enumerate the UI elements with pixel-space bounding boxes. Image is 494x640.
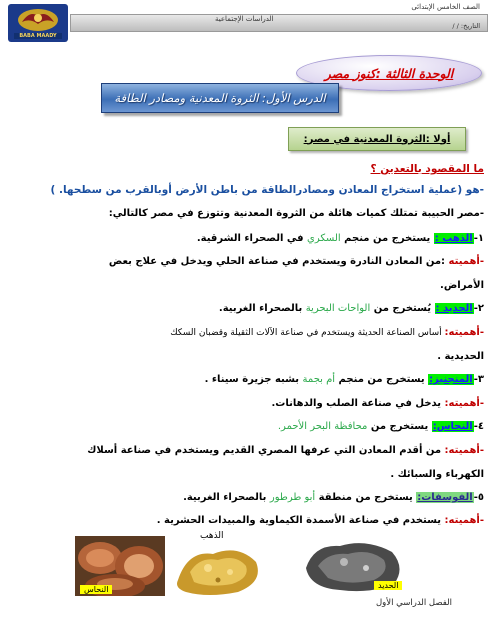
importance-iron [170,327,484,338]
lesson-title-banner [101,83,339,113]
school-logo [8,4,68,42]
importance-label: -أهميته [448,256,484,267]
item-copper [278,421,484,432]
importance-text: أساس الصناعة الحديثة ويستخدم في صناعة الآلات الثقيلة وقضبان السكك [170,328,445,338]
item-gold [197,233,484,244]
gold-caption: الذهب [200,531,224,541]
item-place: الواحات البحرية [305,303,371,314]
logo-text: BABA MAADY [19,33,57,39]
item-text: يستخرج من منطقة [315,492,417,503]
intro-text: -مصر الحبيبة تمتلك كميات هائلة من الثروة المعدنية وتتوزع في مصر كالتالي: [108,208,484,219]
importance-copper-cont: الكهرباء والسبائك . [390,469,484,480]
importance-gold [109,256,484,267]
question-text: ما المقصود بالتعدين ؟ [370,163,484,175]
importance-manganese [271,398,484,409]
section-title: أولا :الثروة المعدنية في مصر: [303,133,451,145]
importance-text: :من المعادن النادرة ويستخدم في صناعة الحلي ويدخل في علاج بعض [108,256,449,267]
date-label: التاريخ: ‏/ ‏/ [452,22,480,30]
item-text: بالصحراء الغربية. [218,303,306,314]
item-iron [219,303,484,314]
importance-label: -أهميته: [444,515,484,526]
item-number: ١- [473,233,484,244]
grade-label: الصف الخامس الإبتدائى [411,3,480,11]
lesson-title: الدرس الأول: الثروة المعدنية ومصادر الطاقة [114,91,326,105]
page-header [0,0,494,44]
item-text: يستخرج من منجم [335,374,429,385]
iron-caption: الحديد [374,581,402,590]
item-text: يستخرج من [367,421,432,432]
page-footer: الفصل الدراسي الأول [375,598,452,608]
item-text: بالصحراء الغربية. [183,492,270,503]
importance-text: من أقدم المعادن التي عرفها المصري القديم ويستخدم في صناعة أسلاك [87,445,445,456]
importance-iron-cont: الحديدية . [437,351,484,362]
item-number: ٢- [473,303,484,314]
item-text: يُستخرج من [370,303,435,314]
item-place: أبو طرطور [269,492,316,503]
item-name: الفوسفات: [417,492,473,503]
importance-label: -أهميته: [444,398,484,409]
header-bar [70,14,488,32]
item-number: ٥- [473,492,484,503]
importance-text: يستخدم في صناعة الأسمدة الكيماوية والمبيدات الحشرية . [156,515,445,526]
importance-phosphate [157,515,484,526]
item-name: الحديد : [435,303,473,314]
item-name: المنجنيز: [429,374,473,385]
item-phosphate [183,492,484,503]
subject-label: الدراسات الإجتماعية [215,15,274,23]
item-number: ٣- [473,374,484,385]
item-name: النحاس: [432,421,473,432]
importance-label: -أهميته: [444,327,484,338]
importance-text: يدخل في صناعة الصلب والدهانات. [271,398,445,409]
importance-label: -أهميته: [444,445,484,456]
importance-copper [87,445,484,456]
item-place: السكري [307,233,341,244]
copper-caption: النحاس [80,585,112,594]
item-manganese [205,374,484,385]
gold-image [168,542,268,597]
item-text: يستخرج من منجم [340,233,434,244]
unit-title: الوحدة الثالثة :كنوز مصر [324,65,454,81]
item-text: في الصحراء الشرقية. [196,233,308,244]
importance-gold-cont: الأمراض. [440,280,484,291]
item-text: بشبه جزيرة سيناء . [204,374,303,385]
definition-text: -هو (عملية استخراج المعادن ومصادرالطاقة من باطن الأرض أوبالقرب من سطحها. ) [50,184,484,196]
item-name: الذهب : [434,233,473,244]
section-title-box [288,127,466,151]
item-place: أم بجمة [302,374,336,385]
item-number: ٤- [473,421,484,432]
item-place: محافظة البحر الأحمر. [277,421,368,432]
